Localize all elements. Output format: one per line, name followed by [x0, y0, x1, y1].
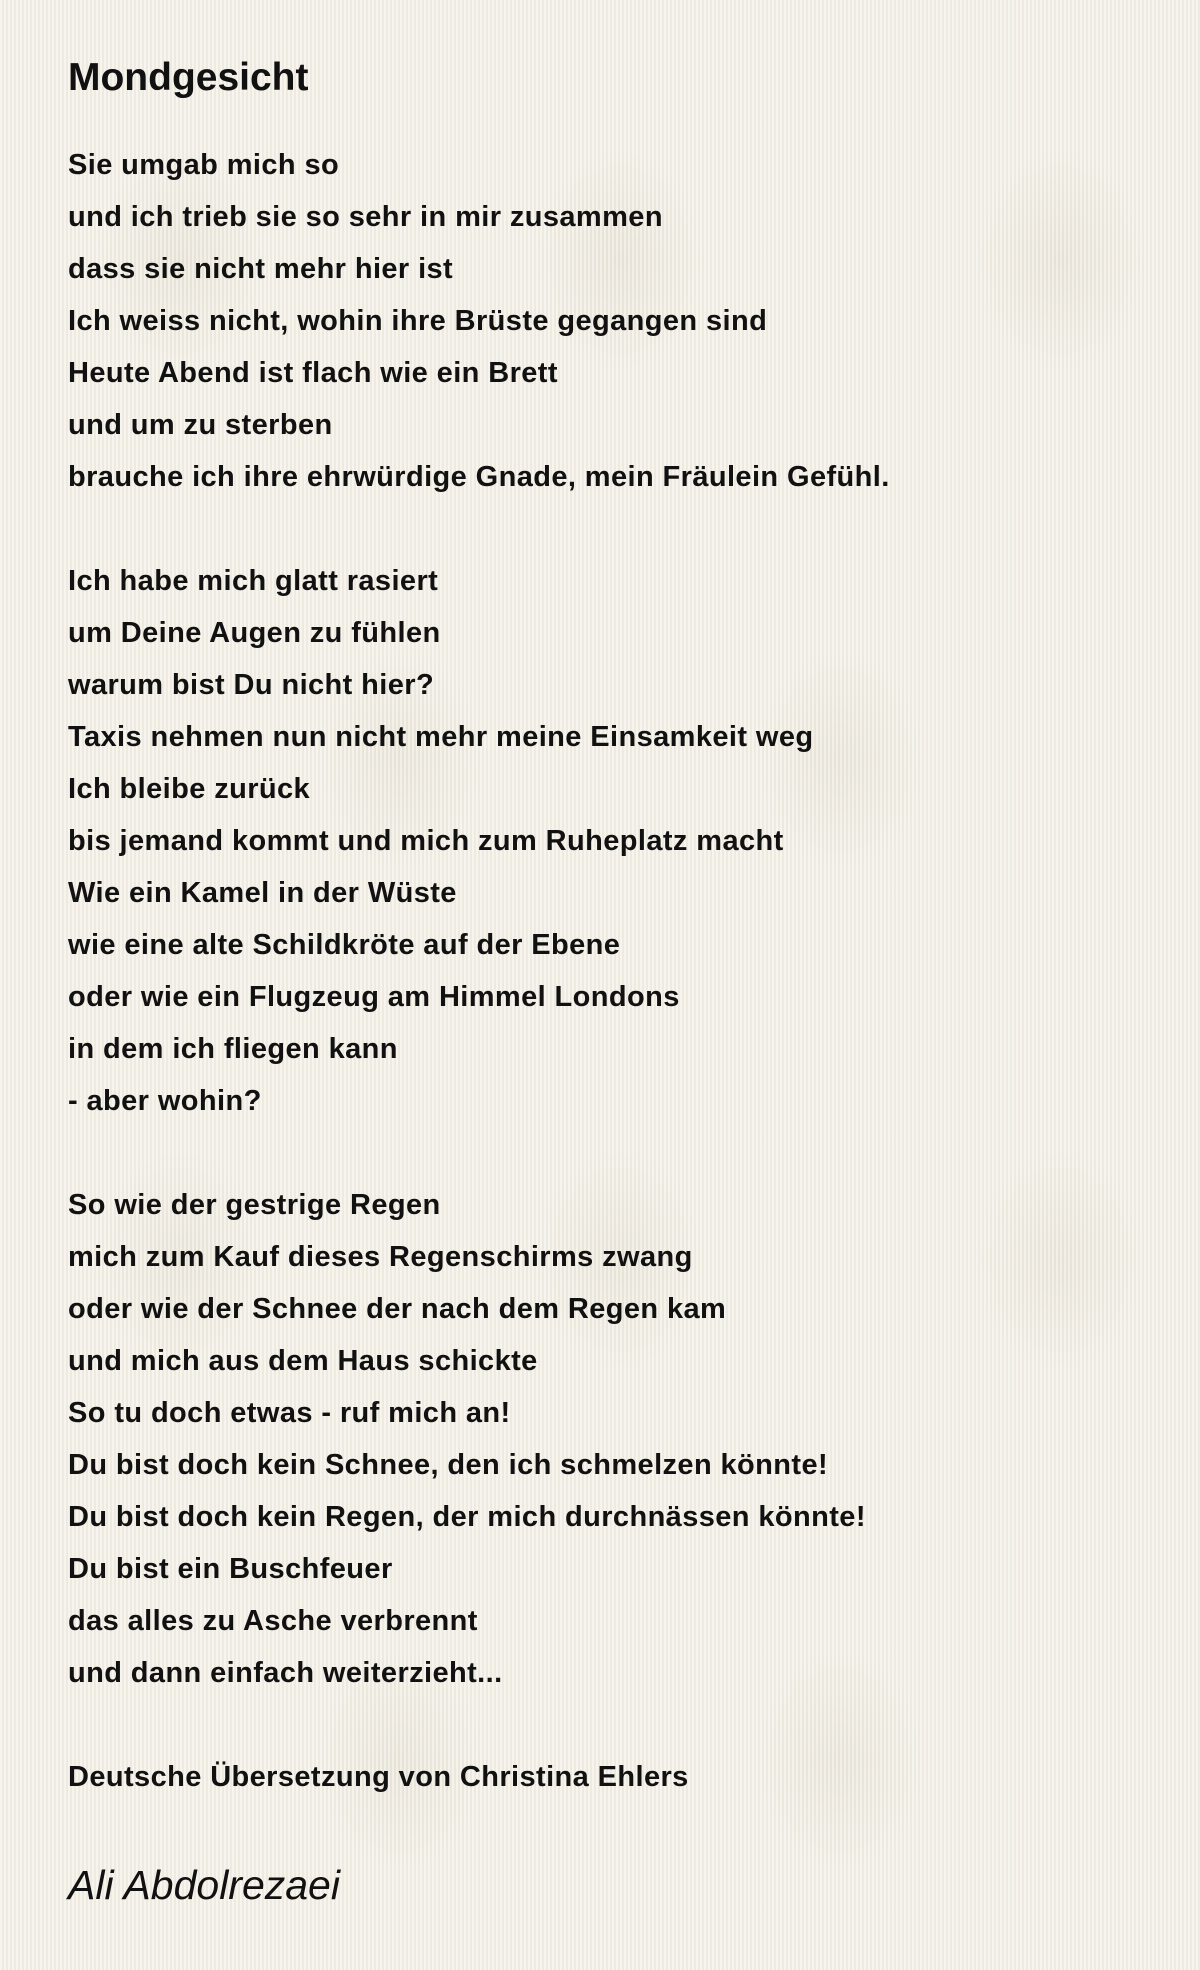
poem-line: und ich trieb sie so sehr in mir zusammen	[68, 201, 663, 233]
poem-line: Taxis nehmen nun nicht mehr meine Einsamkeit weg	[68, 721, 814, 753]
poem-stanza	[68, 139, 1148, 503]
poem-line: So tu doch etwas - ruf mich an!	[68, 1397, 511, 1429]
poem-line: Du bist ein Buschfeuer	[68, 1553, 393, 1585]
poem-line: So wie der gestrige Regen	[68, 1189, 441, 1221]
poem-line: Du bist doch kein Schnee, den ich schmelzen könnte!	[68, 1449, 829, 1481]
poem-author: Ali Abdolrezaei	[68, 1862, 340, 1908]
poem-line: brauche ich ihre ehrwürdige Gnade, mein Fräulein Gefühl.	[68, 461, 890, 493]
poem-line: oder wie ein Flugzeug am Himmel Londons	[68, 981, 680, 1013]
poem-line: Wie ein Kamel in der Wüste	[68, 877, 457, 909]
poem-line: dass sie nicht mehr hier ist	[68, 253, 454, 285]
poem-line: Ich weiss nicht, wohin ihre Brüste gegangen sind	[68, 305, 768, 337]
poem-line: Du bist doch kein Regen, der mich durchnässen könnte!	[68, 1501, 866, 1533]
poem-line: - aber wohin?	[68, 1085, 262, 1117]
poem-line: und dann einfach weiterzieht...	[68, 1657, 503, 1689]
poem-page	[68, 48, 1148, 1915]
poem-line: um Deine Augen zu fühlen	[68, 617, 441, 649]
poem-body	[68, 139, 1148, 1699]
poem-line: mich zum Kauf dieses Regenschirms zwang	[68, 1241, 693, 1273]
poem-line: Sie umgab mich so	[68, 149, 340, 181]
poem-line: bis jemand kommt und mich zum Ruheplatz macht	[68, 825, 784, 857]
poem-line: und mich aus dem Haus schickte	[68, 1345, 538, 1377]
poem-line: das alles zu Asche verbrennt	[68, 1605, 478, 1637]
poem-line: oder wie der Schnee der nach dem Regen kam	[68, 1293, 727, 1325]
poem-line: in dem ich fliegen kann	[68, 1033, 398, 1065]
poem-line: wie eine alte Schildkröte auf der Ebene	[68, 929, 621, 961]
poem-title: Mondgesicht	[68, 56, 309, 99]
poem-line: warum bist Du nicht hier?	[68, 669, 435, 701]
poem-stanza	[68, 555, 1148, 1127]
poem-line: Heute Abend ist flach wie ein Brett	[68, 357, 558, 389]
poem-line: Ich bleibe zurück	[68, 773, 311, 805]
poem-line: und um zu sterben	[68, 409, 333, 441]
poem-line: Ich habe mich glatt rasiert	[68, 565, 439, 597]
translation-credit: Deutsche Übersetzung von Christina Ehlers	[68, 1761, 689, 1793]
poem-stanza	[68, 1179, 1148, 1699]
